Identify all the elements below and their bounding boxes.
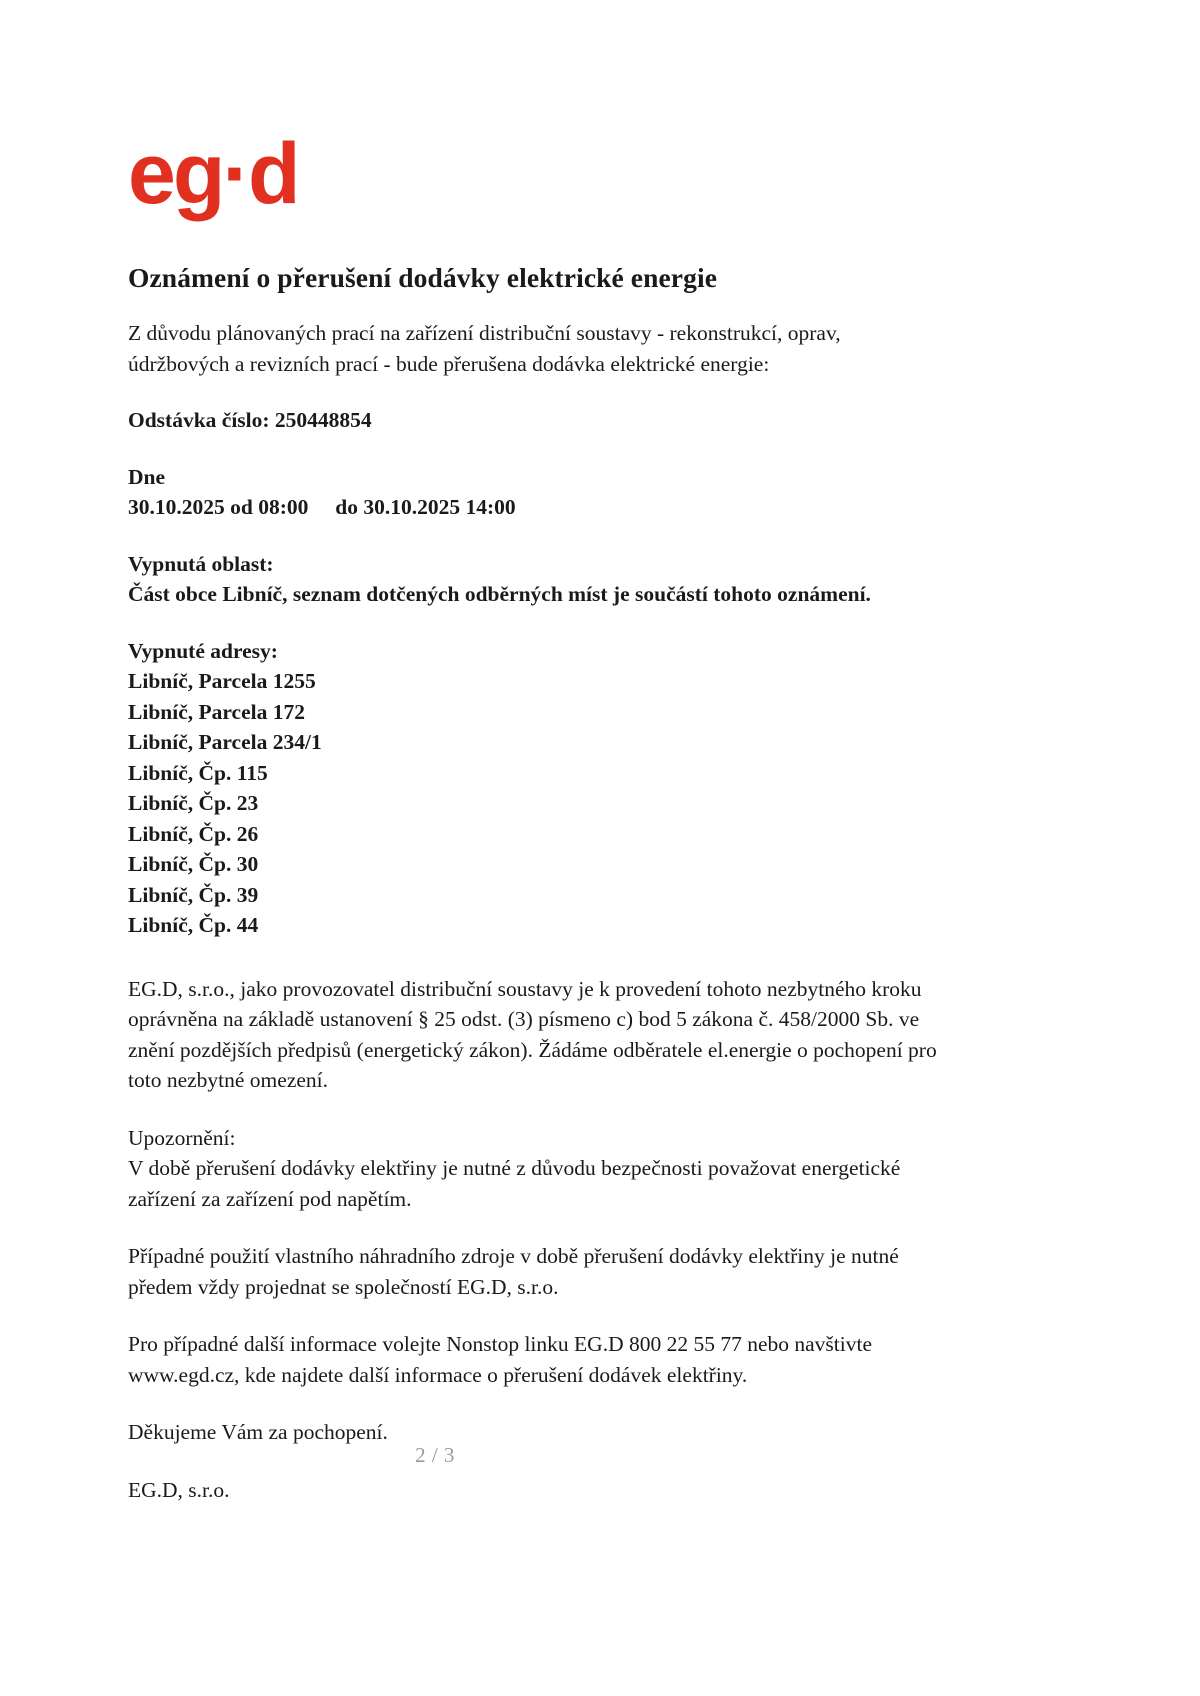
intro-line-2: údržbových a revizních prací - bude přerušena dodávka elektrické energie: [128, 351, 770, 376]
page-number: 2 / 3 [415, 1443, 455, 1467]
contact-line-2: www.egd.cz, kde najdete další informace o přerušení dodávek elektřiny. [128, 1362, 748, 1387]
date-range: 30.10.2025 od 08:00 do 30.10.2025 14:00 [128, 495, 516, 519]
date-label: Dne [128, 464, 166, 489]
list-item: Libníč, Čp. 23 [128, 791, 259, 815]
legal-paragraph [128, 941, 988, 1096]
generator-paragraph [128, 1214, 988, 1302]
outage-number: Odstávka číslo: 250448854 [128, 408, 372, 432]
document-content [128, 0, 988, 1505]
list-item: Libníč, Parcela 172 [128, 699, 305, 724]
signature-text: EG.D, s.r.o. [128, 1477, 230, 1502]
intro-line-1: Z důvodu plánovaných prací na zařízení distribuční soustavy - rekonstrukcí, oprav, [128, 321, 841, 345]
list-item: Libníč, Parcela 234/1 [128, 730, 322, 754]
addresses-section [128, 610, 988, 941]
list-item: Libníč, Parcela 1255 [128, 669, 316, 693]
notice-label: Upozornění: [128, 1125, 236, 1150]
list-item: Libníč, Čp. 26 [128, 821, 259, 846]
area-section [128, 523, 988, 610]
thanks-paragraph [128, 1390, 988, 1448]
logo-container [128, 0, 988, 232]
address-list [128, 666, 988, 941]
list-item: Libníč, Čp. 39 [128, 882, 259, 907]
legal-line-2: oprávněna na základě ustanovení § 25 odst. (3) písmeno c) bod 5 zákona č. 458/2000 Sb. ve [128, 1007, 920, 1031]
area-value: Část obce Libníč, seznam dotčených odběrných míst je součástí tohoto oznámení. [128, 582, 871, 606]
generator-line-1: Případné použití vlastního náhradního zdroje v době přerušení dodávky elektřiny je nutné [128, 1244, 899, 1268]
list-item: Libníč, Čp. 44 [128, 913, 259, 937]
intro-paragraph [128, 294, 988, 379]
date-section [128, 436, 988, 523]
generator-line-2: předem vždy projednat se společností EG.D, s.r.o. [128, 1274, 559, 1299]
contact-line-1: Pro případné další informace volejte Nonstop linku EG.D 800 22 55 77 nebo navštivte [128, 1332, 873, 1356]
contact-paragraph [128, 1302, 988, 1390]
legal-line-1: EG.D, s.r.o., jako provozovatel distribuční soustavy je k provedení tohoto nezbytného kroku [128, 976, 922, 1001]
list-item: Libníč, Čp. 115 [128, 760, 268, 785]
notice-line-2: zařízení za zařízení pod napětím. [128, 1186, 412, 1211]
list-item: Libníč, Čp. 30 [128, 852, 259, 876]
thanks-text: Děkujeme Vám za pochopení. [128, 1420, 388, 1444]
addresses-label: Vypnuté adresy: [128, 638, 278, 663]
legal-line-3: znění pozdějších předpisů (energetický zákon). Žádáme odběratele el.energie o pochopení pro [128, 1037, 937, 1062]
area-label: Vypnutá oblast: [128, 551, 274, 576]
legal-line-4: toto nezbytné omezení. [128, 1068, 328, 1092]
page-footer [0, 1443, 1200, 1468]
notice-line-1: V době přerušení dodávky elektřiny je nutné z důvodu bezpečnosti považovat energetické [128, 1156, 901, 1180]
notice-paragraph [128, 1096, 988, 1215]
page-title: Oznámení o přerušení dodávky elektrické energie [128, 262, 718, 293]
egd-logo: eg·d [128, 126, 298, 222]
